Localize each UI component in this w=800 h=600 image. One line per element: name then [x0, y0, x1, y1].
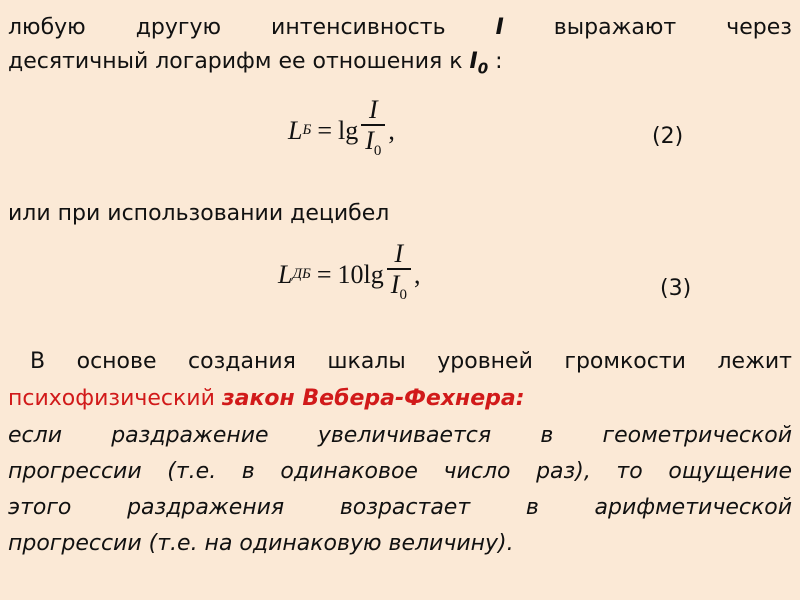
law-line-3: этого раздражения возрастает в арифметической: [8, 495, 792, 520]
law-intro-text: В основе создания шкалы уровней громкости лежит: [30, 349, 792, 374]
law-term: психофизический: [8, 386, 215, 411]
intro-line-2: [8, 46, 792, 84]
intro-text: любую другую интенсивность: [8, 15, 446, 40]
law-name: закон Вебера-Фехнера:: [221, 386, 525, 411]
formula-2: [288, 96, 395, 166]
variable-i0: $I_0$: [469, 49, 489, 78]
formula-comma: ,: [388, 115, 395, 145]
fraction-denominator: $I_0$: [365, 125, 382, 159]
intro-line-1: [8, 12, 792, 44]
law-line-4: прогрессии (т.е. на одинаковую величину).: [8, 531, 514, 556]
formula-l: L: [288, 115, 303, 145]
equation-number-3: (3): [660, 276, 692, 301]
fraction-denominator: $I_0$: [390, 269, 407, 303]
formula-l: L: [278, 259, 293, 289]
fraction-numerator: I: [394, 239, 404, 268]
equals-sign: =: [316, 259, 332, 289]
law-line-1: если раздражение увеличивается в геометрической: [8, 423, 792, 448]
law-line-2: прогрессии (т.е. в одинаковое число раз), то ощущение: [8, 459, 792, 484]
law-intro: [8, 346, 792, 378]
variable-i: I: [495, 15, 504, 40]
formula-l-sub: ДБ: [292, 266, 311, 283]
formula-3: [278, 240, 420, 310]
fraction: [361, 96, 385, 166]
intro-text-2: десятичный логарифм ее отношения к: [8, 49, 463, 74]
fraction: [387, 240, 411, 310]
equals-sign: =: [317, 115, 332, 145]
lg-function: 10lg: [337, 259, 384, 289]
intro-text-end: выражают через: [553, 15, 792, 40]
law-title: [8, 383, 792, 415]
formula-l-sub: Б: [302, 122, 312, 139]
middle-text: или при использовании децибел: [8, 201, 390, 226]
fraction-numerator: I: [368, 95, 378, 124]
equation-number-2: (2): [652, 124, 684, 149]
lg-function: lg: [338, 115, 359, 145]
formula-comma: ,: [413, 259, 421, 289]
colon: :: [495, 49, 503, 74]
